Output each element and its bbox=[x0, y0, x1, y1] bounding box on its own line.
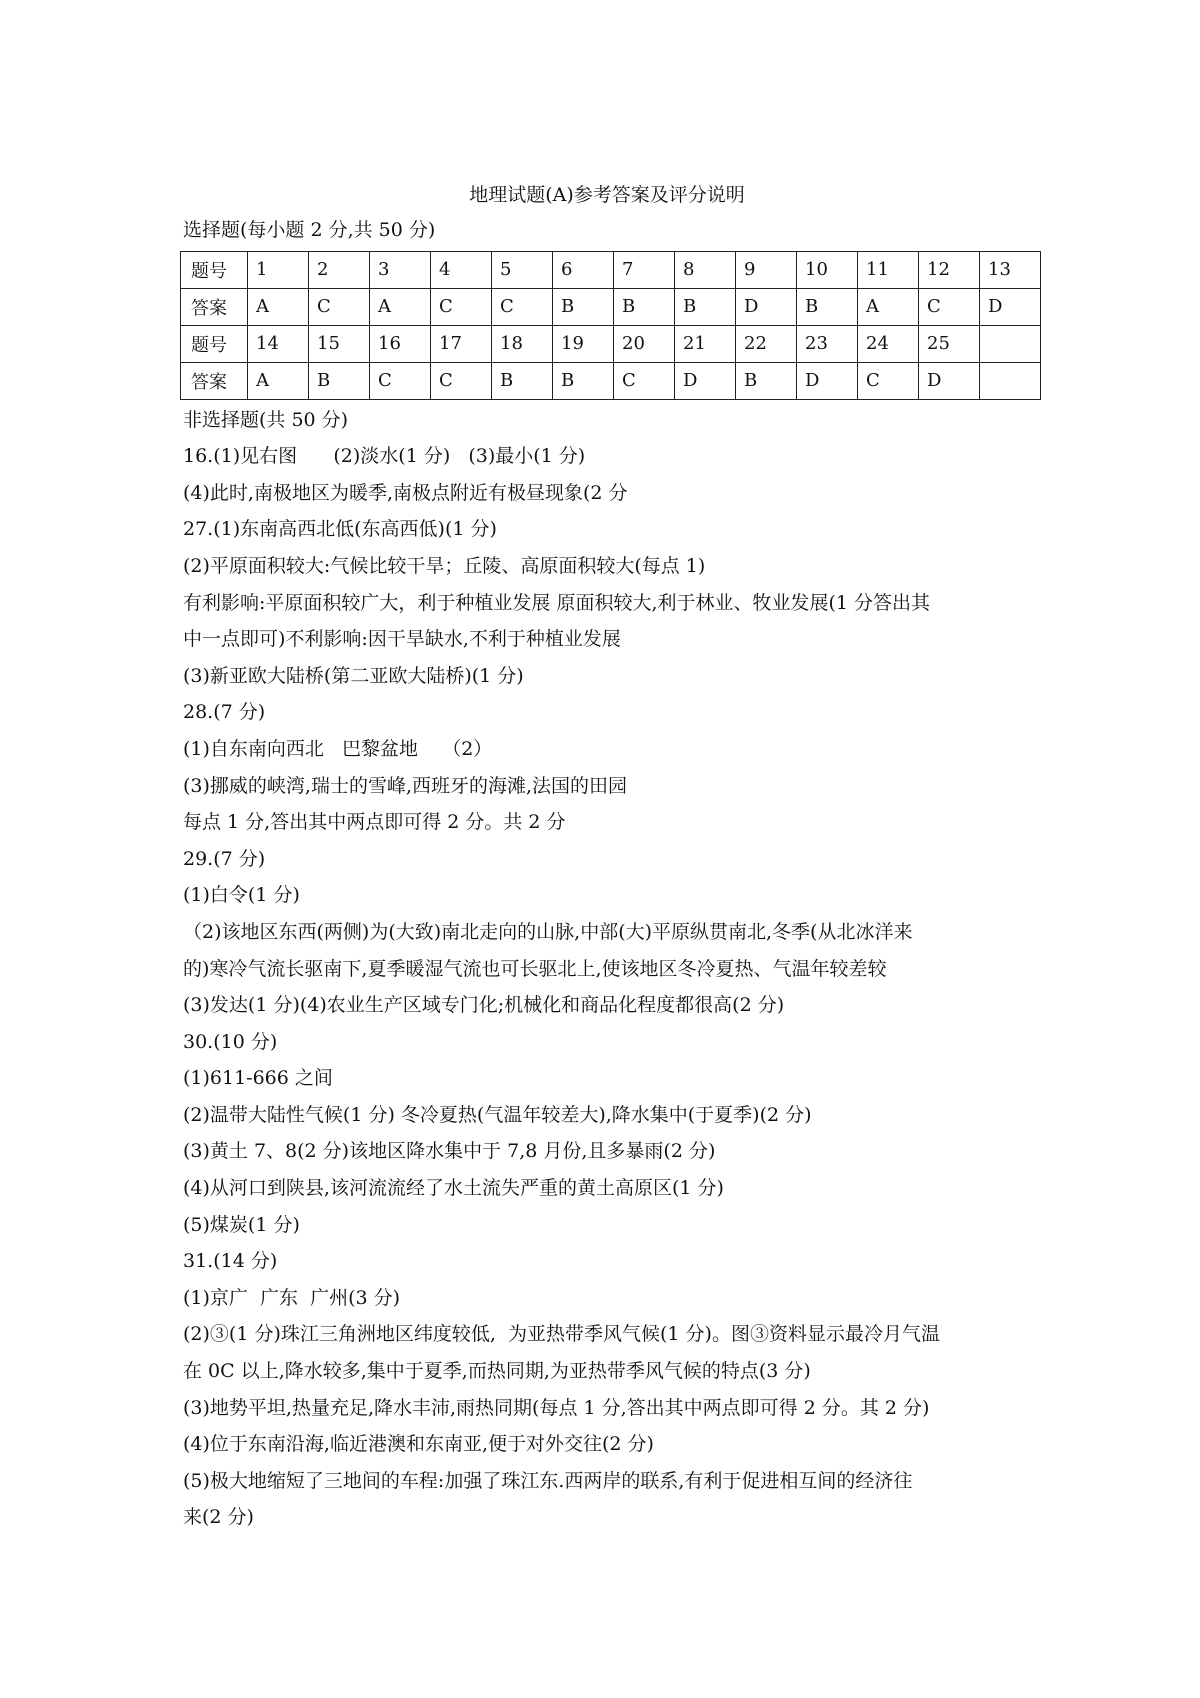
non-choice-answers bbox=[183, 402, 1043, 1536]
table-cell: B bbox=[736, 362, 797, 399]
answer-line: 16.(1)见右图 (2)淡水(1 分) (3)最小(1 分) bbox=[183, 445, 586, 468]
answer-line: (4)此时,南极地区为暖季,南极点附近有极昼现象(2 分 bbox=[183, 481, 628, 504]
answer-line: (4)位于东南沿海,临近港澳和东南亚,便于对外交往(2 分) bbox=[183, 1433, 654, 1456]
answer-line: 30.(10 分) bbox=[183, 1030, 278, 1053]
table-cell: D bbox=[980, 288, 1041, 325]
table-cell: 8 bbox=[675, 251, 736, 288]
table-cell: 21 bbox=[675, 325, 736, 362]
answer-line: 29.(7 分) bbox=[183, 847, 266, 870]
table-cell: C bbox=[370, 362, 431, 399]
table-cell: D bbox=[919, 362, 980, 399]
table-cell: 25 bbox=[919, 325, 980, 362]
table-cell: 13 bbox=[980, 251, 1041, 288]
table-cell: 15 bbox=[309, 325, 370, 362]
answer-line: 中一点即可)不利影响:因干旱缺水,不利于种植业发展 bbox=[183, 628, 621, 651]
answer-line: (4)从河口到陕县,该河流流经了水土流失严重的黄土高原区(1 分) bbox=[183, 1177, 724, 1200]
table-cell: C bbox=[614, 362, 675, 399]
table-cell bbox=[980, 325, 1041, 362]
row-label: 题号 bbox=[181, 325, 248, 362]
table-cell: 2 bbox=[309, 251, 370, 288]
answer-line: (1)自东南向西北 巴黎盆地 （2） bbox=[183, 737, 493, 760]
answer-line: 31.(14 分) bbox=[183, 1250, 278, 1273]
table-cell: C bbox=[919, 288, 980, 325]
table-cell: B bbox=[553, 362, 614, 399]
table-cell: B bbox=[553, 288, 614, 325]
table-row bbox=[181, 288, 1041, 325]
table-cell: 7 bbox=[614, 251, 675, 288]
table-cell: B bbox=[309, 362, 370, 399]
answer-line: (2)③(1 分)珠江三角洲地区纬度较低, 为亚热带季风气候(1 分)。图③资料显示最冷月气温 bbox=[183, 1323, 940, 1346]
answer-line: (5)煤炭(1 分) bbox=[183, 1213, 300, 1236]
table-cell: 6 bbox=[553, 251, 614, 288]
table-cell: 9 bbox=[736, 251, 797, 288]
table-cell: A bbox=[248, 362, 309, 399]
answer-line: 27.(1)东南高西北低(东高西低)(1 分) bbox=[183, 518, 497, 541]
row-label: 答案 bbox=[181, 288, 248, 325]
row-label: 答案 bbox=[181, 362, 248, 399]
table-cell: 22 bbox=[736, 325, 797, 362]
answer-line: (3)挪威的峡湾,瑞士的雪峰,西班牙的海滩,法国的田园 bbox=[183, 774, 628, 797]
answer-line: 在 0C 以上,降水较多,集中于夏季,而热同期,为亚热带季风气候的特点(3 分) bbox=[183, 1360, 811, 1383]
answer-line: (3)黄土 7、8(2 分)该地区降水集中于 7,8 月份,且多暴雨(2 分) bbox=[183, 1140, 716, 1163]
table-cell: B bbox=[492, 362, 553, 399]
table-cell: B bbox=[797, 288, 858, 325]
table-cell: C bbox=[858, 362, 919, 399]
page-title: 地理试题(A)参考答案及评分说明 bbox=[469, 184, 745, 206]
table-cell: 17 bbox=[431, 325, 492, 362]
table-cell: 10 bbox=[797, 251, 858, 288]
answer-line: 每点 1 分,答出其中两点即可得 2 分。共 2 分 bbox=[183, 811, 566, 834]
table-row bbox=[181, 362, 1041, 399]
table-cell: 1 bbox=[248, 251, 309, 288]
table-cell bbox=[980, 362, 1041, 399]
choice-section-header: 选择题(每小题 2 分,共 50 分) bbox=[183, 219, 436, 241]
answer-line: (2)温带大陆性气候(1 分) 冬冷夏热(气温年较差大),降水集中(于夏季)(2 分) bbox=[183, 1103, 812, 1126]
answer-line: 28.(7 分) bbox=[183, 701, 266, 724]
answer-line: (3)新亚欧大陆桥(第二亚欧大陆桥)(1 分) bbox=[183, 664, 524, 687]
table-cell: 3 bbox=[370, 251, 431, 288]
table-cell: 14 bbox=[248, 325, 309, 362]
table-cell: 23 bbox=[797, 325, 858, 362]
answer-line: (3)地势平坦,热量充足,降水丰沛,雨热同期(每点 1 分,答出其中两点即可得 2 分。其 2 分) bbox=[183, 1396, 930, 1419]
table-cell: C bbox=[309, 288, 370, 325]
answer-line: 的)寒冷气流长驱南下,夏季暖湿气流也可长驱北上,使该地区冬冷夏热、气温年较差较 bbox=[183, 957, 887, 980]
table-cell: A bbox=[248, 288, 309, 325]
table-cell: 20 bbox=[614, 325, 675, 362]
table-cell: A bbox=[858, 288, 919, 325]
answer-line: 来(2 分) bbox=[183, 1506, 254, 1529]
answer-line: (1)白令(1 分) bbox=[183, 884, 300, 907]
table-cell: D bbox=[797, 362, 858, 399]
answer-line: (1)京广 广东 广州(3 分) bbox=[183, 1286, 401, 1309]
answer-line: 有利影响:平原面积较广大，利于种植业发展 原面积较大,利于林业、牧业发展(1 分答出其 bbox=[183, 591, 931, 614]
table-row bbox=[181, 325, 1041, 362]
table-cell: D bbox=[736, 288, 797, 325]
table-cell: C bbox=[492, 288, 553, 325]
table-row bbox=[181, 251, 1041, 288]
answer-line: (2)平原面积较大:气候比较干旱；丘陵、高原面积较大(每点 1) bbox=[183, 554, 706, 577]
table-cell: D bbox=[675, 362, 736, 399]
answer-document bbox=[183, 178, 1043, 1536]
table-cell: A bbox=[370, 288, 431, 325]
table-cell: C bbox=[431, 362, 492, 399]
table-cell: 5 bbox=[492, 251, 553, 288]
answer-line: (1)611-666 之间 bbox=[183, 1067, 333, 1090]
table-cell: C bbox=[431, 288, 492, 325]
answer-line: 非选择题(共 50 分) bbox=[183, 408, 349, 431]
table-cell: 24 bbox=[858, 325, 919, 362]
answer-table bbox=[180, 251, 1041, 400]
table-cell: 16 bbox=[370, 325, 431, 362]
answer-line: （2)该地区东西(两侧)为(大致)南北走向的山脉,中部(大)平原纵贯南北,冬季(从北冰洋来 bbox=[183, 920, 913, 943]
table-cell: 18 bbox=[492, 325, 553, 362]
table-cell: B bbox=[614, 288, 675, 325]
row-label: 题号 bbox=[181, 251, 248, 288]
table-cell: 11 bbox=[858, 251, 919, 288]
answer-line: (5)极大地缩短了三地间的车程:加强了珠江东.西两岸的联系,有利于促进相互间的经济往 bbox=[183, 1469, 913, 1492]
table-cell: 19 bbox=[553, 325, 614, 362]
table-cell: 12 bbox=[919, 251, 980, 288]
answer-line: (3)发达(1 分)(4)农业生产区域专门化;机械化和商品化程度都很高(2 分) bbox=[183, 994, 785, 1017]
table-cell: B bbox=[675, 288, 736, 325]
table-cell: 4 bbox=[431, 251, 492, 288]
